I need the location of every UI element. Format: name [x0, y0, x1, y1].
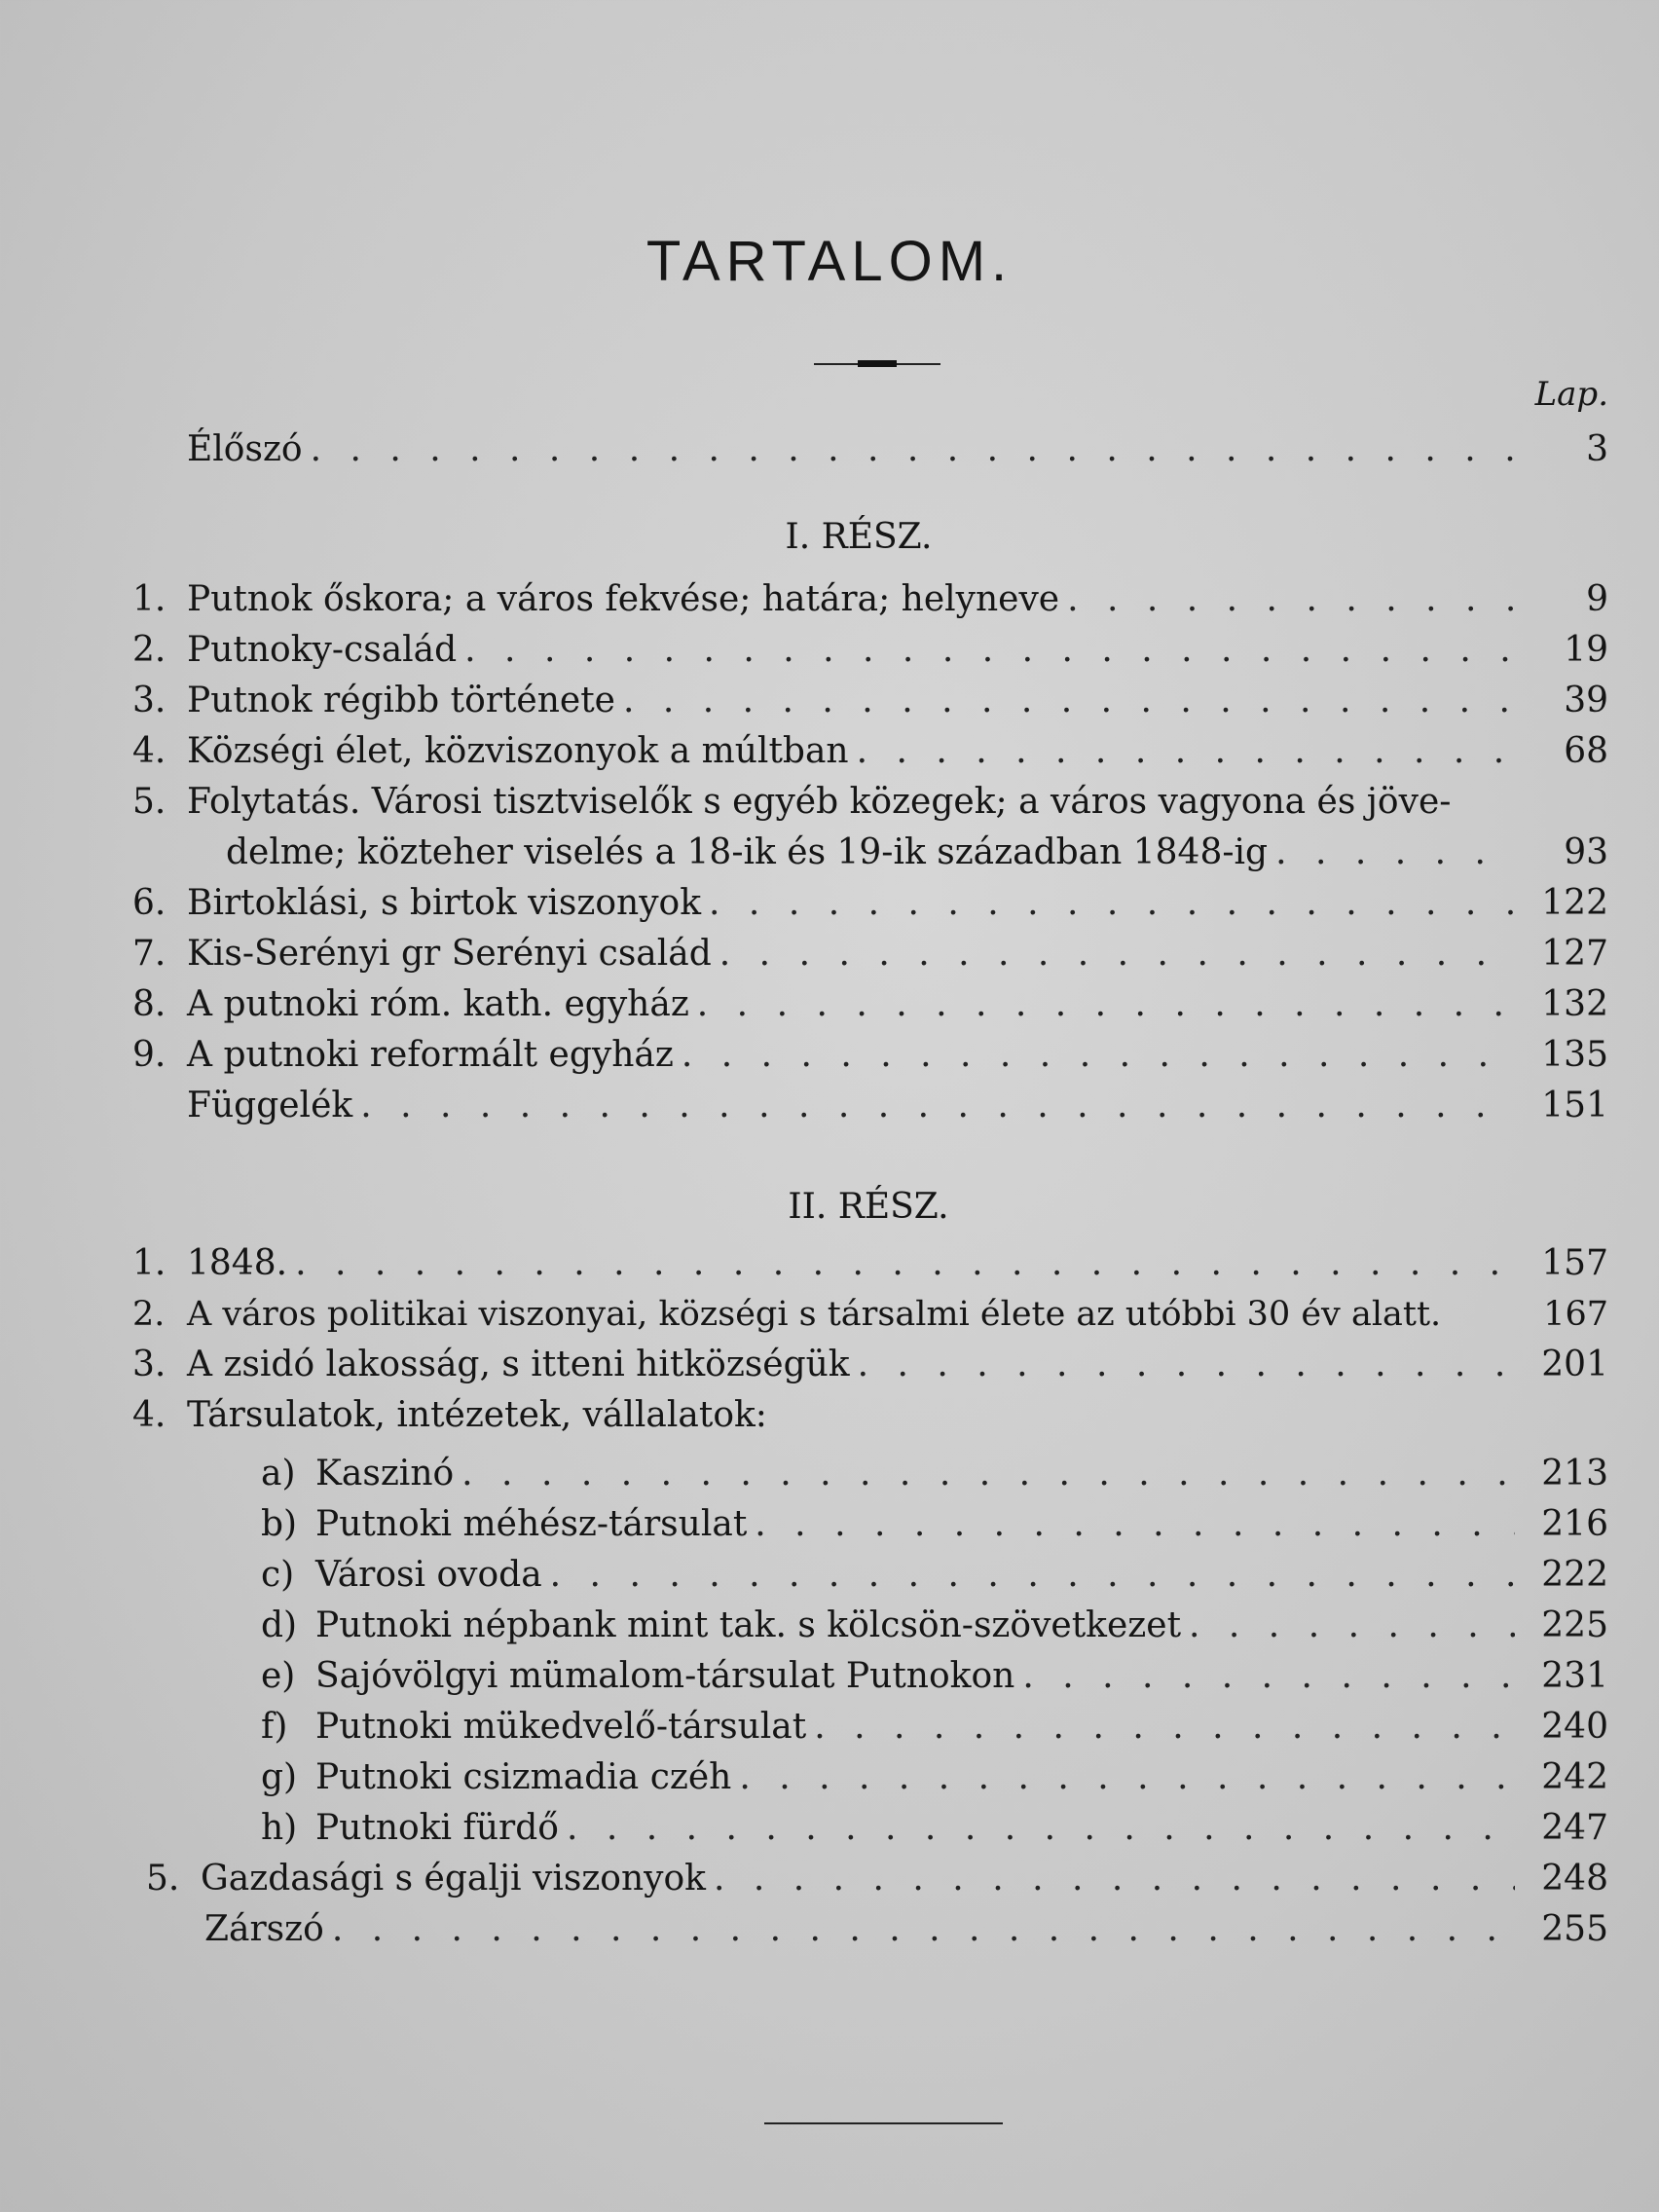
toc-entry[interactable] — [132, 929, 1608, 979]
leader-dots — [295, 1238, 1515, 1289]
title-ornament — [814, 360, 940, 368]
toc-entry-page: 231 — [1541, 1656, 1608, 1696]
leader-dots — [682, 1030, 1515, 1081]
toc-entry-number: 9. — [132, 1035, 166, 1075]
toc-entry-text: A város politikai viszonyai, községi s társalmi élete az utóbbi 30 év alatt. — [187, 1295, 1442, 1334]
toc-entry-number: 2. — [132, 1295, 166, 1334]
toc-subentry-label: g) — [261, 1757, 298, 1797]
toc-entry-page: 201 — [1541, 1345, 1608, 1384]
toc-entry-page: 157 — [1541, 1243, 1608, 1283]
leader-dots — [697, 979, 1515, 1030]
toc-entry[interactable] — [132, 878, 1608, 929]
toc-entry-preface[interactable] — [187, 424, 1608, 475]
toc-entry[interactable] — [132, 676, 1608, 726]
toc-subentry-text: Putnoki csizmadia czéh — [315, 1757, 732, 1797]
toc-subentry[interactable] — [261, 1752, 1608, 1803]
toc-entry-number: 3. — [132, 681, 166, 720]
toc-entry-text: Gazdasági s égalji viszonyok — [201, 1859, 706, 1899]
page-title: TARTALOM. — [645, 230, 1014, 293]
toc-subentry[interactable] — [261, 1449, 1608, 1499]
toc-entry[interactable] — [132, 979, 1608, 1030]
toc-entry[interactable] — [146, 1854, 1608, 1904]
toc-subentry-text: Városi ovoda — [315, 1555, 542, 1595]
toc-entry[interactable] — [132, 1030, 1608, 1081]
leader-dots — [1067, 574, 1515, 625]
toc-entry-number: 4. — [132, 1395, 166, 1435]
toc-entry-page: 122 — [1541, 883, 1608, 923]
leader-dots — [567, 1803, 1515, 1854]
toc-entry-text: Putnok őskora; a város fekvése; határa; helyneve — [187, 579, 1060, 619]
leader-dots — [719, 929, 1515, 979]
toc-entry-page: 225 — [1541, 1605, 1608, 1645]
toc-entry-text: A zsidó lakosság, s itteni hitközségük — [187, 1345, 850, 1384]
toc-entry-text: A putnoki róm. kath. egyház — [187, 984, 689, 1024]
leader-dots — [814, 1702, 1515, 1752]
toc-subentry-text: Kaszinó — [315, 1454, 455, 1493]
toc-subentry[interactable] — [261, 1499, 1608, 1550]
toc-entry-page: 240 — [1541, 1707, 1608, 1747]
toc-entry[interactable] — [132, 726, 1608, 777]
toc-entry-page: 242 — [1541, 1757, 1608, 1797]
toc-entry-page: 19 — [1564, 630, 1608, 670]
toc-subentry[interactable] — [261, 1803, 1608, 1854]
toc-subentry-label: e) — [261, 1656, 296, 1696]
bottom-rule — [764, 2122, 1003, 2124]
toc-entry-number: 3. — [132, 1345, 166, 1384]
toc-entry[interactable] — [132, 1289, 1608, 1340]
leader-dots — [1275, 828, 1515, 878]
toc-entry-number: 5. — [146, 1859, 180, 1899]
toc-entry-number: 7. — [132, 934, 166, 974]
toc-entry-page: 222 — [1541, 1555, 1608, 1595]
leader-dots — [1189, 1601, 1515, 1651]
leader-dots — [332, 1904, 1515, 1955]
leader-dots — [464, 625, 1515, 676]
part-heading-1: I. RÉSZ. — [785, 517, 933, 557]
leader-dots — [709, 878, 1515, 929]
toc-subentry-label: b) — [261, 1504, 298, 1544]
toc-entry-text: Községi élet, közviszonyok a múltban — [187, 731, 849, 771]
toc-entry-page: 216 — [1541, 1504, 1608, 1544]
toc-subentry-text: Putnoki mükedvelő-társulat — [315, 1707, 807, 1747]
toc-subentry-label: a) — [261, 1454, 296, 1493]
toc-entry-text: Putnok régibb története — [187, 681, 615, 720]
toc-subentry-label: d) — [261, 1605, 298, 1645]
toc-entry-text: Putnoky-család — [187, 630, 458, 670]
toc-entry-page: 167 — [1543, 1295, 1608, 1334]
leader-dots — [1022, 1651, 1515, 1702]
toc-entry-number: 6. — [132, 883, 166, 923]
toc-entry[interactable] — [204, 1904, 1608, 1955]
toc-entry[interactable] — [132, 1340, 1608, 1390]
toc-entry[interactable] — [132, 777, 1608, 828]
toc-entry-text: Kis-Serényi gr Serényi család — [187, 934, 712, 974]
toc-subentry-text: Putnoki fürdő — [315, 1808, 559, 1848]
toc-entry-page: 248 — [1541, 1859, 1608, 1899]
leader-dots — [623, 676, 1515, 726]
leader-dots — [858, 1340, 1515, 1390]
leader-dots — [311, 424, 1515, 475]
toc-entry-number: 5. — [132, 782, 166, 822]
toc-entry-number: 2. — [132, 630, 166, 670]
leader-dots — [739, 1752, 1515, 1803]
page-column-label: Lap. — [1534, 375, 1608, 414]
toc-subentry-label: h) — [261, 1808, 298, 1848]
toc-entry-number: 1. — [132, 1243, 166, 1283]
toc-subentry-label: f) — [261, 1707, 288, 1747]
toc-entry-page: 9 — [1586, 579, 1608, 619]
toc-subentry-text: Putnoki népbank mint tak. s kölcsön-szövetkezet — [315, 1605, 1182, 1645]
toc-entry-number: 4. — [132, 731, 166, 771]
toc-subentry[interactable] — [261, 1601, 1608, 1651]
toc-entry[interactable] — [132, 625, 1608, 676]
toc-entry-continuation[interactable] — [226, 828, 1608, 878]
toc-subentry-text: Sajóvölgyi mümalom-társulat Putnokon — [315, 1656, 1015, 1696]
leader-dots — [461, 1449, 1515, 1499]
toc-entry-text: Folytatás. Városi tisztviselők s egyéb közegek; a város vagyona és jöve- — [187, 782, 1452, 822]
toc-entry-text: Élőszó — [187, 429, 303, 469]
toc-entry-page: 39 — [1564, 681, 1608, 720]
toc-entry-page: 247 — [1541, 1808, 1608, 1848]
toc-entry-number: 8. — [132, 984, 166, 1024]
toc-entry-text: Birtoklási, s birtok viszonyok — [187, 883, 702, 923]
toc-entry-page: 135 — [1541, 1035, 1608, 1075]
toc-entry-text: delme; közteher viselés a 18-ik és 19-ik században 1848-ig — [226, 832, 1269, 872]
toc-entry[interactable] — [187, 1081, 1608, 1131]
toc-entry-page: 127 — [1541, 934, 1608, 974]
toc-entry-page: 151 — [1541, 1086, 1608, 1125]
leader-dots — [857, 726, 1515, 777]
part-heading-2: II. RÉSZ. — [788, 1187, 949, 1227]
leader-dots — [360, 1081, 1515, 1131]
leader-dots — [550, 1550, 1515, 1601]
toc-subentry[interactable] — [261, 1651, 1608, 1702]
toc-entry-page: 68 — [1564, 731, 1608, 771]
toc-entry-text: Zárszó — [204, 1909, 324, 1949]
ornament-bar — [858, 360, 897, 367]
toc-entry-page: 93 — [1564, 832, 1608, 872]
toc-entry[interactable] — [132, 1238, 1608, 1289]
toc-entry-page: 3 — [1586, 429, 1608, 469]
toc-entry-page: 132 — [1541, 984, 1608, 1024]
toc-subentry[interactable] — [261, 1702, 1608, 1752]
toc-entry-text: A putnoki reformált egyház — [187, 1035, 674, 1075]
leader-dots — [714, 1854, 1515, 1904]
toc-entry-text: 1848. — [187, 1243, 288, 1283]
leader-dots — [755, 1499, 1515, 1550]
toc-entry-text: Függelék — [187, 1086, 353, 1125]
toc-entry-page: 213 — [1541, 1454, 1608, 1493]
toc-entry[interactable] — [132, 574, 1608, 625]
toc-entry-page: 255 — [1541, 1909, 1608, 1949]
toc-entry-text: Társulatok, intézetek, vállalatok: — [187, 1395, 767, 1435]
toc-entry[interactable] — [132, 1390, 1608, 1441]
toc-entry-number: 1. — [132, 579, 166, 619]
toc-subentry-label: c) — [261, 1555, 295, 1595]
toc-subentry[interactable] — [261, 1550, 1608, 1601]
toc-subentry-text: Putnoki méhész-társulat — [315, 1504, 748, 1544]
